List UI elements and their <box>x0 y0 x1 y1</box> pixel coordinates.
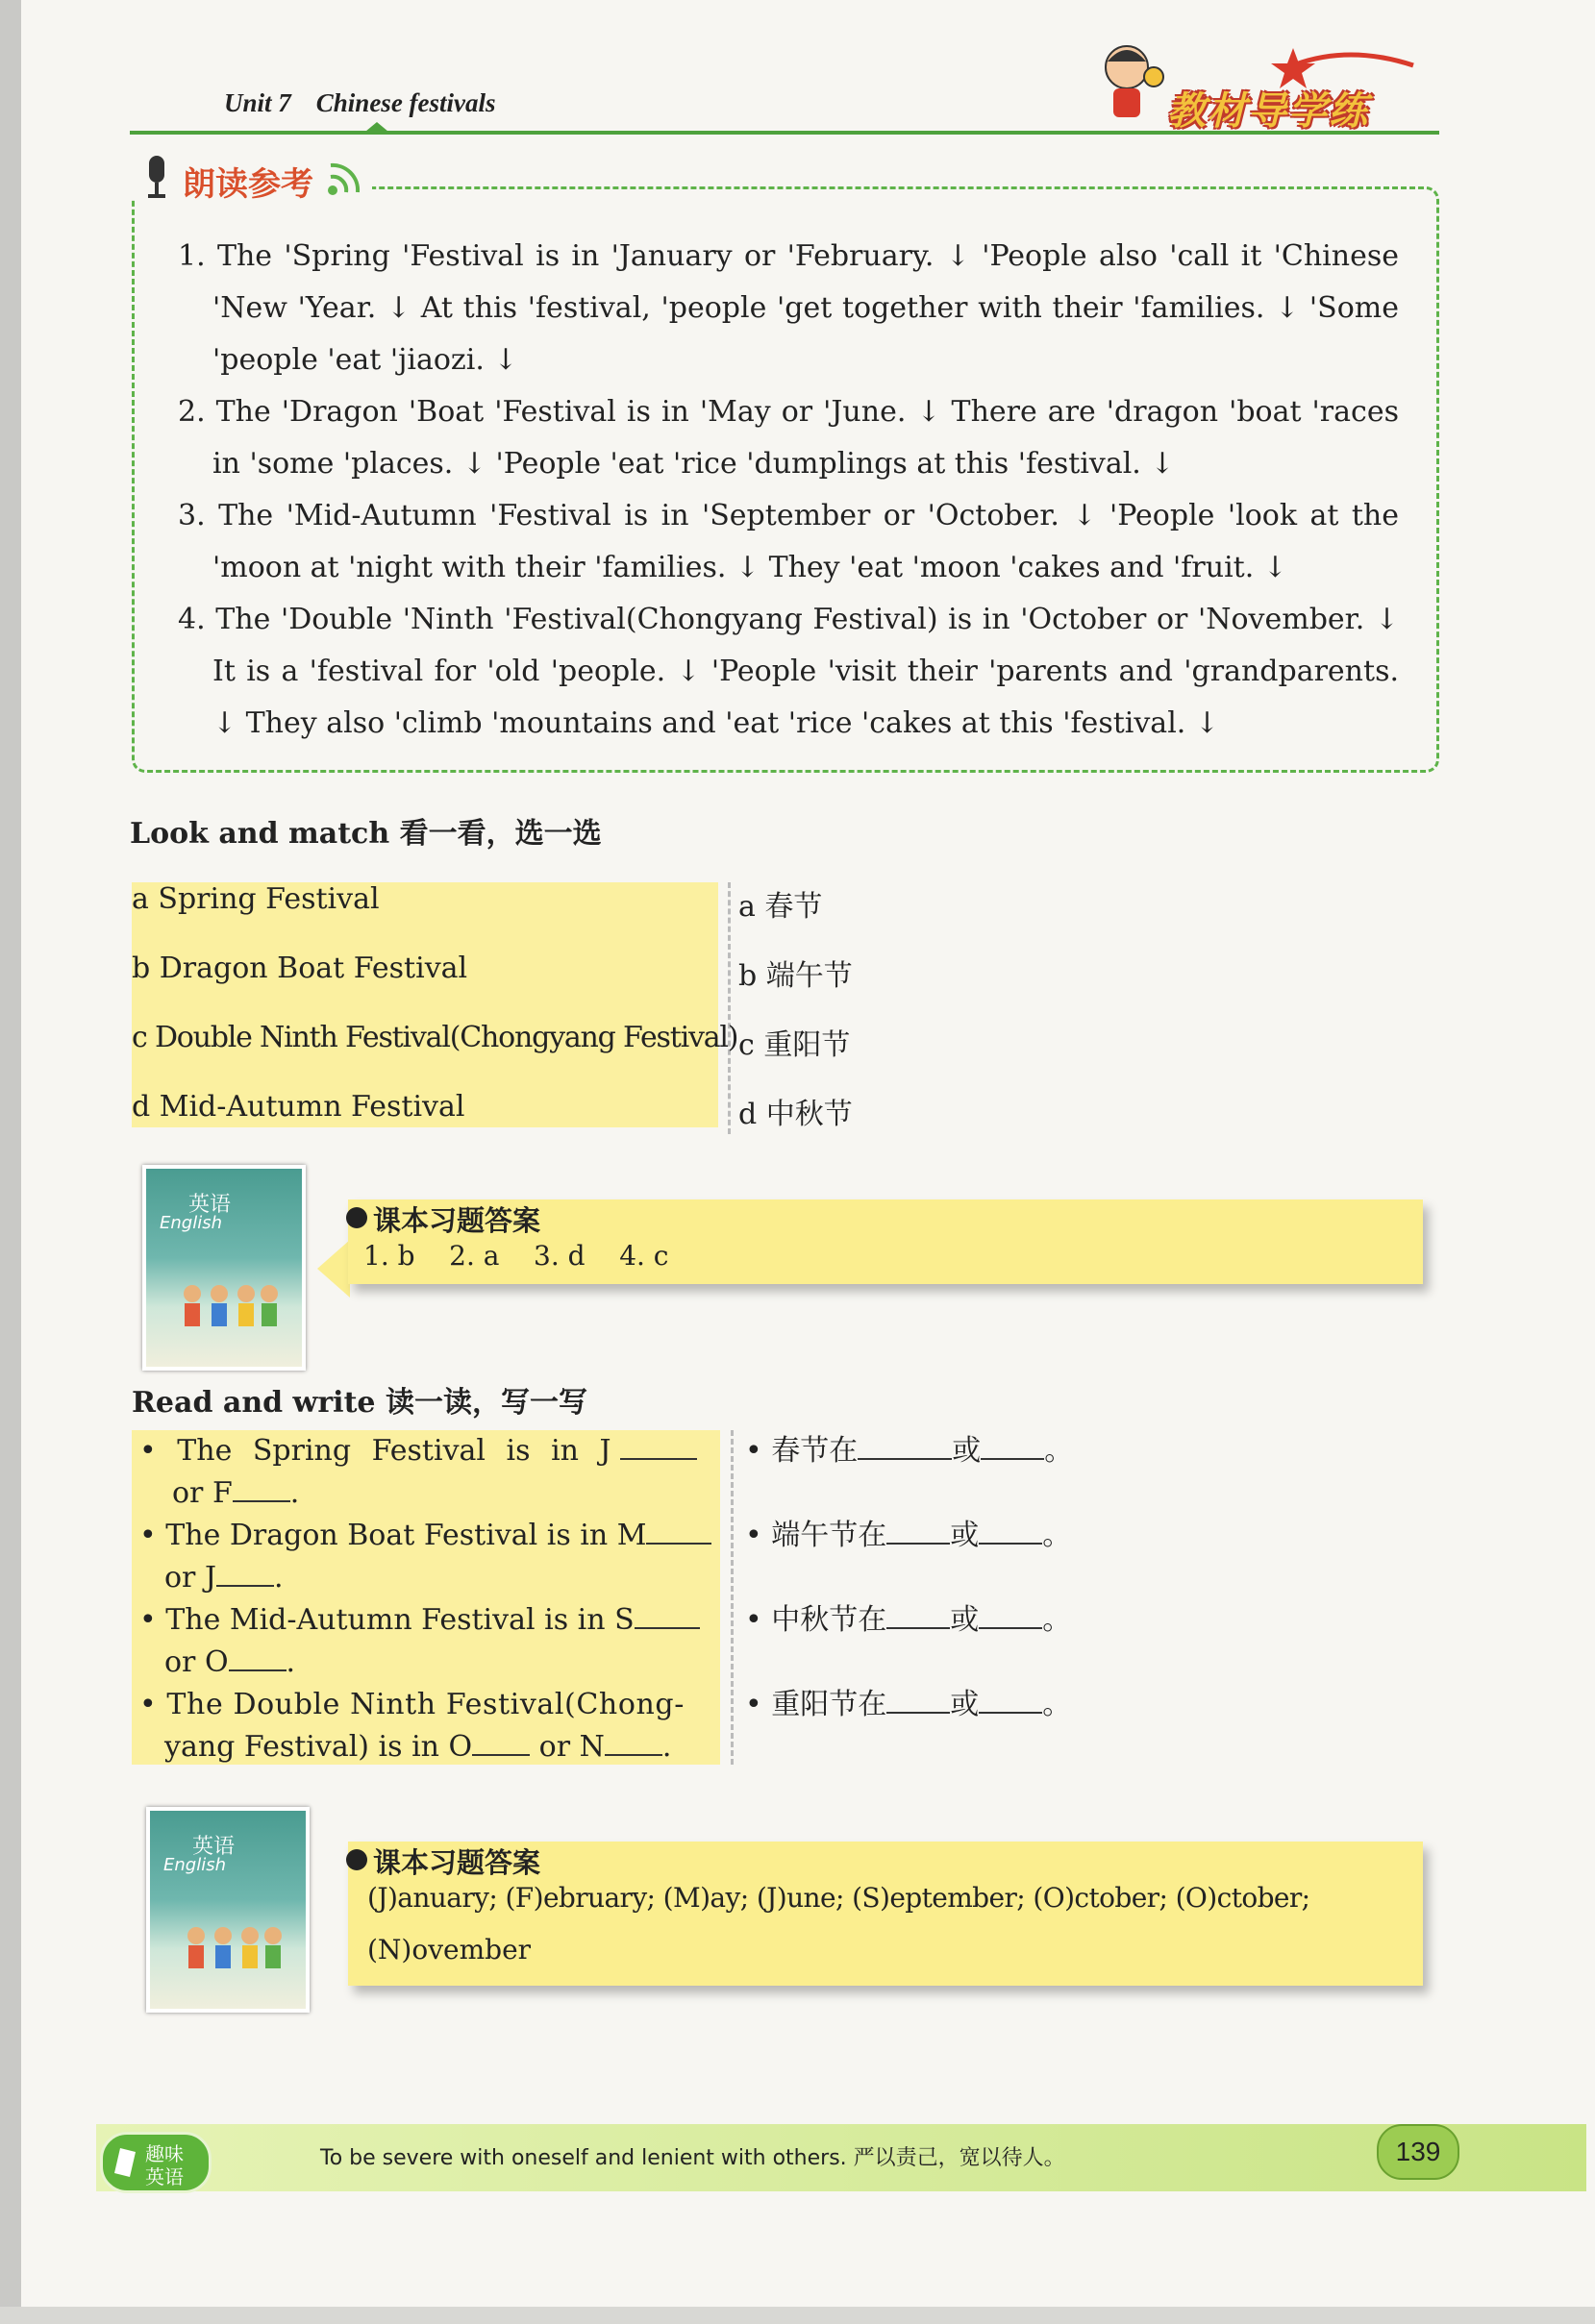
children-illustration-icon <box>179 1922 285 1980</box>
header-rule-notch <box>365 122 388 132</box>
match-left-item: c Double Ninth Festival(Chongyang Festival) <box>132 1021 738 1054</box>
blank-field[interactable] <box>981 1431 1044 1460</box>
unit-label: Unit 7 <box>224 88 291 117</box>
pencil-icon <box>111 2144 139 2177</box>
fill-blank-item: • The Double Ninth Festival(Chong- yang Festival) is in O or N . <box>139 1688 685 1764</box>
blank-field[interactable] <box>979 1600 1042 1629</box>
page-number: 139 <box>1377 2124 1459 2180</box>
blank-field[interactable] <box>979 1516 1042 1545</box>
answer-body-1: 1. b 2. a 3. d 4. c <box>363 1240 669 1272</box>
reading-text <box>178 231 1399 750</box>
fill-blank-item-cn: • 端午节在 或 。 <box>745 1515 1071 1557</box>
blank-field[interactable] <box>646 1516 711 1545</box>
audio-waves-icon <box>327 161 365 196</box>
brand-logo-text: 教材导学练 <box>1167 89 1369 134</box>
answer-title-1: 课本习题答案 <box>373 1204 541 1237</box>
match-divider <box>728 882 731 1134</box>
fun-english-badge: 趣味 英语 <box>100 2132 212 2193</box>
match-right-item: b 端午节 <box>738 959 853 993</box>
fill-blank-item: • The Dragon Boat Festival is in M or J . <box>139 1515 716 1599</box>
answer-body-2-line1: (J)anuary; (F)ebruary; (M)ay; (J)une; (S)eptember; (O)ctober; (O)ctober; <box>367 1882 1310 1914</box>
textbook-cover-image <box>142 1165 306 1371</box>
blank-field[interactable] <box>620 1431 697 1460</box>
textbook-cover-image <box>146 1807 310 2013</box>
blank-field[interactable] <box>605 1727 662 1756</box>
blank-field[interactable] <box>233 1473 290 1502</box>
blank-field[interactable] <box>229 1643 287 1671</box>
match-left-item: d Mid-Autumn Festival <box>132 1090 465 1124</box>
read-write-divider <box>731 1430 734 1765</box>
bullet-icon <box>346 1207 367 1228</box>
fill-blank-item-cn: • 中秋节在 或 。 <box>745 1599 1071 1642</box>
bullet-icon <box>346 1849 367 1870</box>
unit-title: Chinese festivals <box>315 88 496 117</box>
book-title-en: English <box>163 1855 226 1875</box>
fill-blank-item-cn: • 春节在 或 。 <box>745 1430 1073 1472</box>
microphone-icon <box>144 154 169 202</box>
book-title-en: English <box>160 1213 222 1233</box>
look-match-heading: Look and match 看一看，选一选 <box>130 817 602 851</box>
blank-field[interactable] <box>886 1516 950 1545</box>
blank-field[interactable] <box>216 1558 274 1587</box>
read-write-heading: Read and write 读一读，写一写 <box>132 1386 587 1420</box>
answer-body-2-line2: (N)ovember <box>367 1934 532 1966</box>
book-title-cn: 英语 <box>192 1835 236 1859</box>
match-right-item: d 中秋节 <box>738 1098 853 1131</box>
blank-field[interactable] <box>886 1685 950 1714</box>
fill-blank-item: • The Spring Festival is in J or F . <box>139 1430 716 1515</box>
match-right-item: c 重阳节 <box>738 1028 851 1062</box>
reading-paragraph-4: 4. The 'Double 'Ninth 'Festival(Chongyang Festival) is in 'October or 'November. ↓ It is a 'festival for 'old 'people. ↓ 'People 'visit their 'parents and 'grandparents. ↓ They also 'climb 'mountains and 'eat 'rice 'cakes at this 'festival. ↓ <box>178 603 1399 740</box>
blank-field[interactable] <box>635 1600 700 1629</box>
fill-blank-item-cn: • 重阳节在 或 。 <box>745 1684 1071 1726</box>
children-illustration-icon <box>175 1280 281 1338</box>
blank-field[interactable] <box>886 1600 950 1629</box>
reading-paragraph-1: 1. The 'Spring 'Festival is in 'January or 'February. ↓ 'People also 'call it 'Chinese 'New 'Year. ↓ At this 'festival, 'people 'get together with their 'families. ↓ 'Some 'people 'eat 'jiaozi. ↓ <box>178 239 1399 377</box>
reading-title: 朗读参考 <box>183 165 313 204</box>
blank-field[interactable] <box>472 1727 530 1756</box>
match-left-item: b Dragon Boat Festival <box>132 952 468 985</box>
reading-paragraph-3: 3. The 'Mid-Autumn 'Festival is in 'September or 'October. ↓ 'People 'look at the 'moon at 'night with their 'families. ↓ They 'eat 'moon 'cakes and 'fruit. ↓ <box>178 499 1399 584</box>
running-header <box>224 88 521 118</box>
page-edge <box>0 0 21 2324</box>
reading-paragraph-2: 2. The 'Dragon 'Boat 'Festival is in 'May or 'June. ↓ There are 'dragon 'boat 'races in 'some 'places. ↓ 'People 'eat 'rice 'dumplings at this 'festival. ↓ <box>178 395 1399 481</box>
fill-blank-item: • The Mid-Autumn Festival is in S or O . <box>139 1599 716 1684</box>
footer-quote: To be severe with oneself and lenient with others. 严以责己，宽以待人。 <box>320 2146 1065 2170</box>
answer-title-2: 课本习题答案 <box>373 1846 541 1879</box>
match-left-item: a Spring Festival <box>132 882 380 916</box>
blank-field[interactable] <box>858 1431 952 1460</box>
match-right-item: a 春节 <box>738 890 823 924</box>
book-title-cn: 英语 <box>188 1193 232 1217</box>
blank-field[interactable] <box>979 1685 1042 1714</box>
